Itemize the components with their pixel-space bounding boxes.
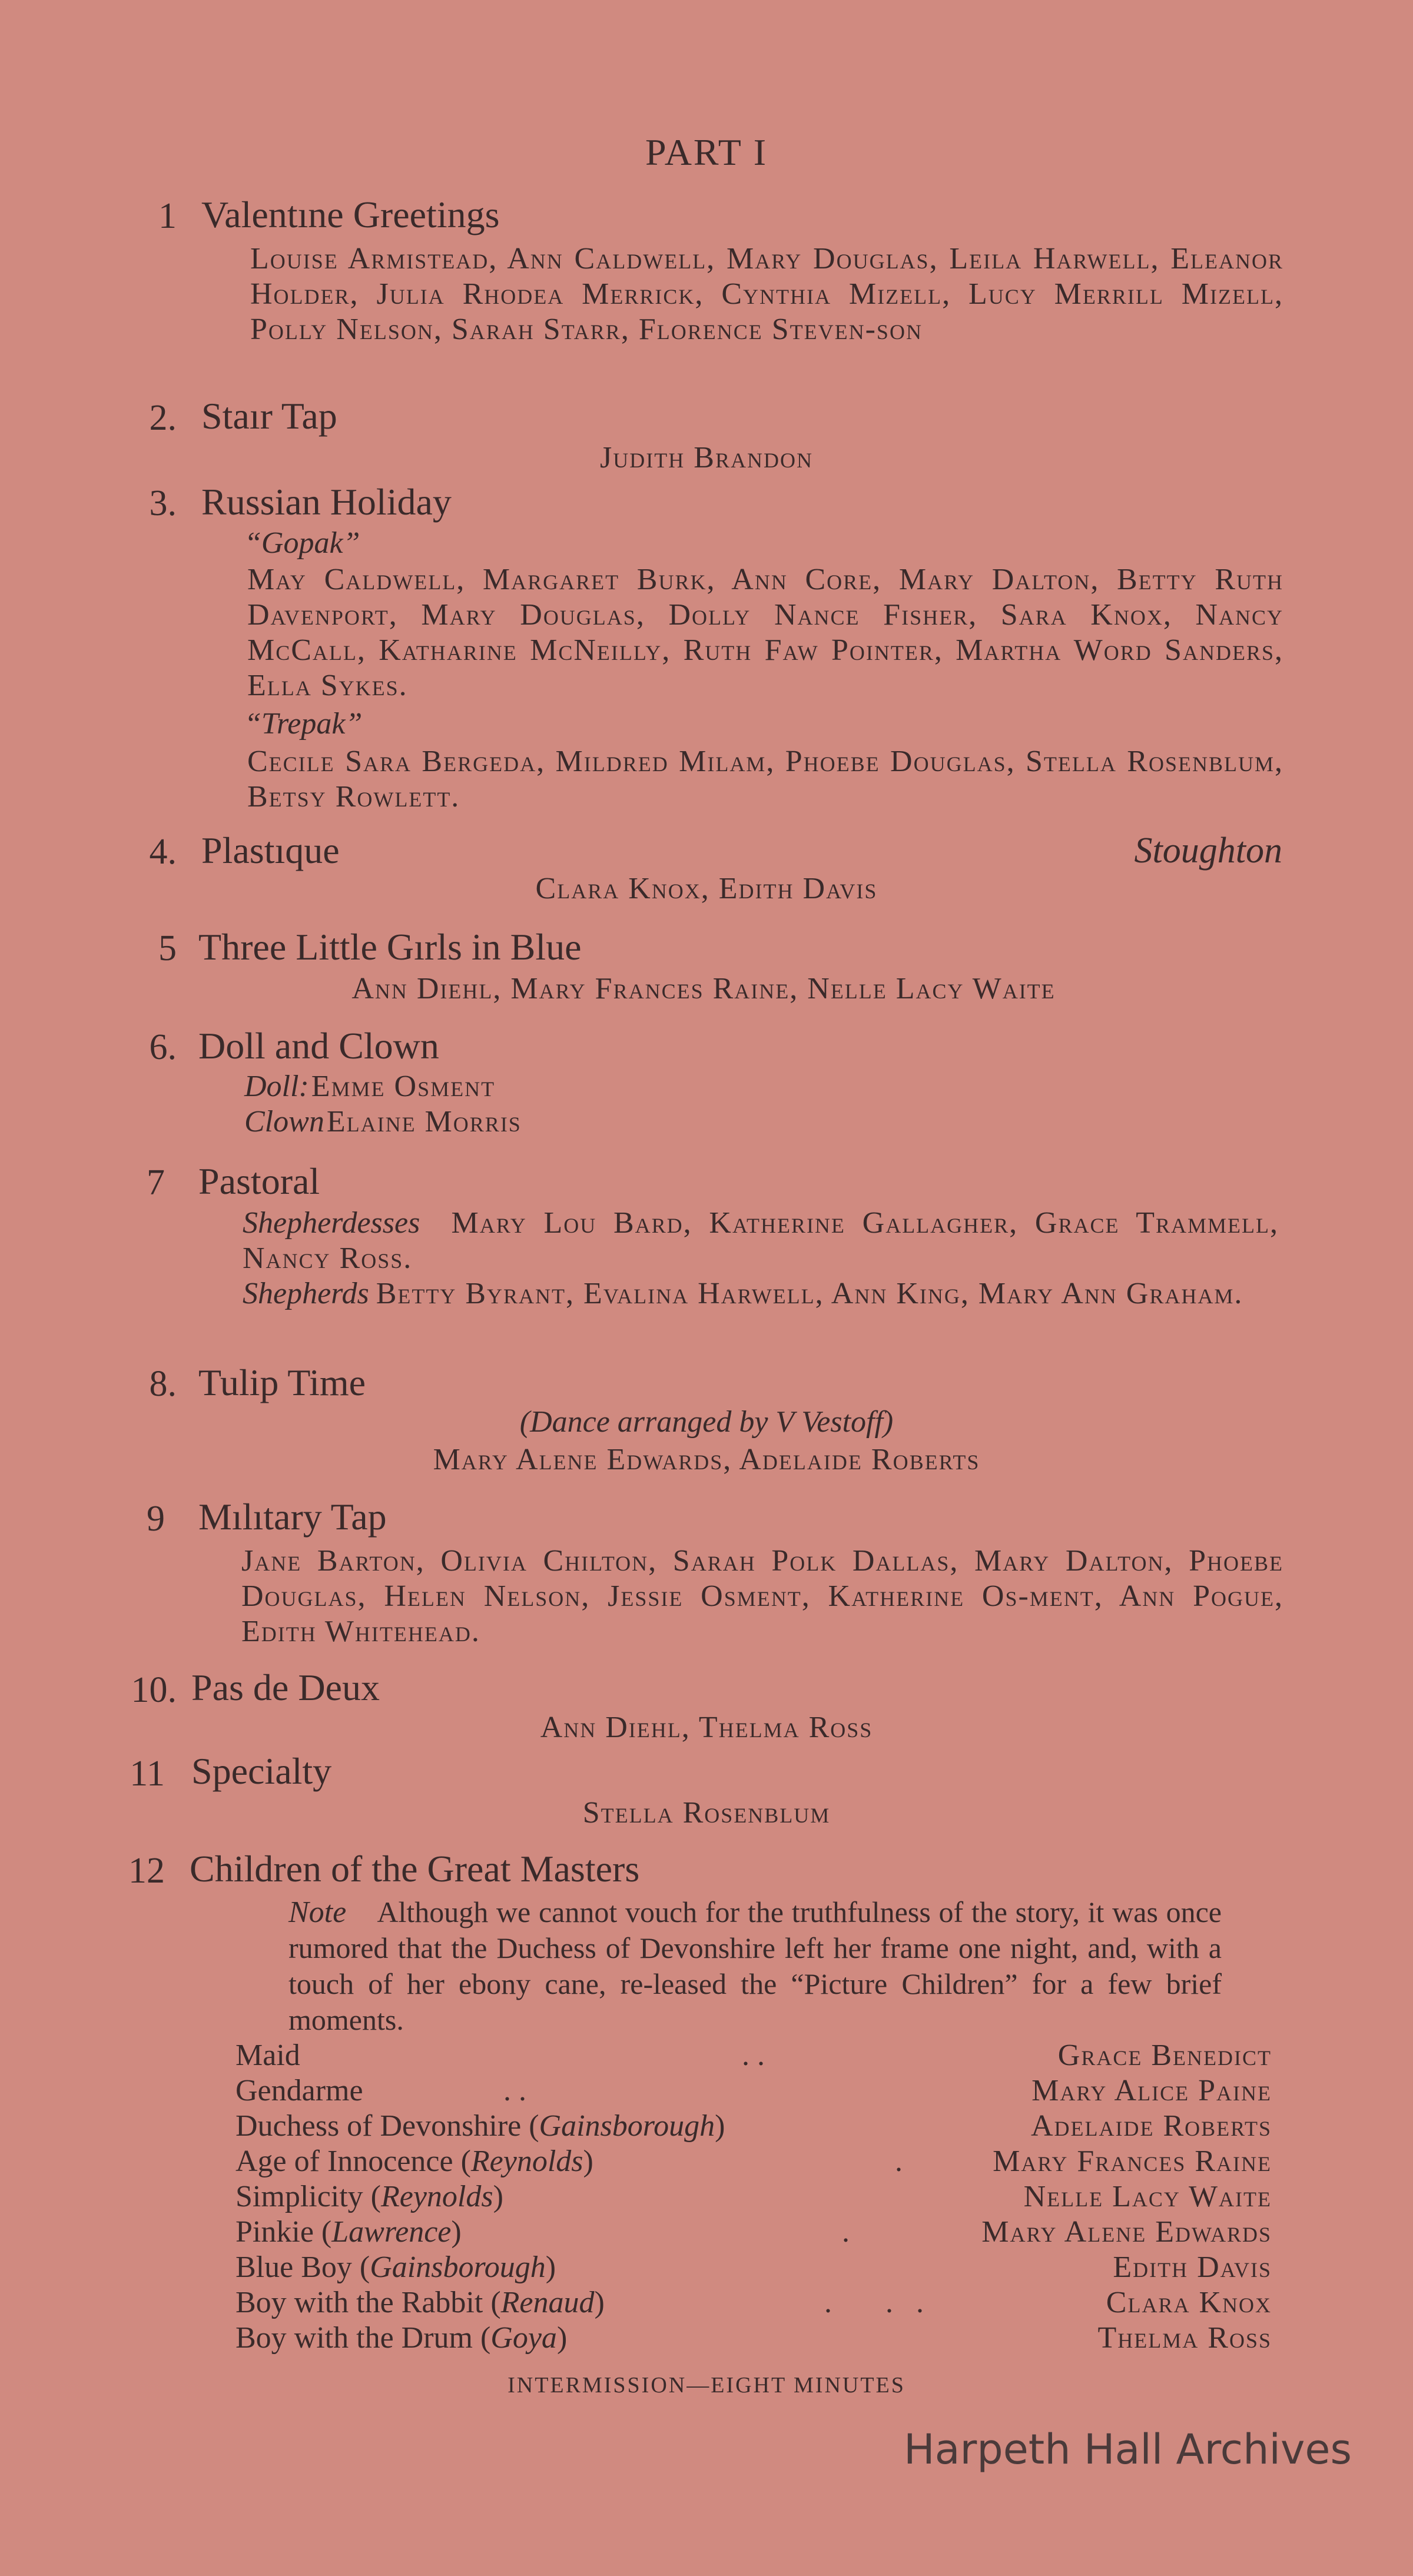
- cast-role: Maid: [236, 2039, 300, 2072]
- cast-row: [236, 2285, 1272, 2321]
- item-number: 5: [158, 928, 177, 968]
- cast-row: [236, 2109, 1272, 2144]
- cast-actor: Edith Davis: [1113, 2250, 1272, 2284]
- note-label: Note: [288, 1896, 347, 1929]
- cast-row: [236, 2073, 1272, 2109]
- cast-actor: Nelle Lacy Waite: [1023, 2180, 1272, 2213]
- item-performers: Jane Barton, Olivia Chilton, Sarah Polk Dallas, Mary Dalton, Phoebe Douglas, Helen Nelson, Jessie Osment, Katherine Os-ment, Ann Pogue, Edith Whitehead.: [241, 1544, 1283, 1648]
- item-title: Pastoral: [198, 1160, 320, 1202]
- leader-dots: .: [842, 2215, 850, 2249]
- item-performers: Ann Diehl, Thelma Ross: [540, 1711, 873, 1744]
- cast-actor: Mary Alice Paine: [1031, 2074, 1272, 2107]
- item-title: Children of the Great Masters: [190, 1848, 640, 1890]
- item-performers: Clara Knox, Edith Davis: [535, 872, 878, 905]
- role-line: [244, 1069, 495, 1104]
- role-actors: Mary Lou Bard, Katherine Gallagher, Grace Trammell, Nancy Ross.: [243, 1206, 1279, 1275]
- role-line: [243, 1276, 1279, 1312]
- cast-actor: Grace Benedict: [1057, 2039, 1272, 2072]
- program-note: [288, 1894, 1222, 2038]
- cast-row: [236, 2215, 1272, 2250]
- arrangement-note: (Dance arranged by V Vestoff): [519, 1405, 894, 1439]
- item-number: 3.: [149, 483, 177, 523]
- item-number: 6.: [149, 1027, 177, 1067]
- cast-role: Boy with the Rabbit (Renaud): [236, 2286, 605, 2319]
- item-performers: May Caldwell, Margaret Burk, Ann Core, Mary Dalton, Betty Ruth Davenport, Mary Douglas, Dolly Nance Fisher, Sara Knox, Nancy McCall, Katharine McNeilly, Ruth Faw Pointer, Martha Word Sanders, Ella Sykes.: [247, 563, 1283, 702]
- part-title: PART I: [645, 131, 768, 173]
- cast-role: Duchess of Devonshire (Gainsborough): [236, 2109, 725, 2143]
- cast-actor: Mary Alene Edwards: [981, 2215, 1272, 2249]
- cast-role: Gendarme: [236, 2074, 363, 2107]
- item-title: Mılıtary Tap: [198, 1496, 387, 1538]
- role-label: Shepherds: [243, 1277, 369, 1310]
- role-line: [244, 1104, 522, 1140]
- item-title: Russian Holiday: [201, 481, 452, 523]
- item-performers: Stella Rosenblum: [582, 1796, 831, 1830]
- dance-subtitle: “Trepak”: [244, 707, 363, 741]
- item-number: 11: [130, 1754, 165, 1794]
- role-line: [243, 1206, 1279, 1276]
- item-number: 8.: [149, 1364, 177, 1404]
- cast-actor: Thelma Ross: [1097, 2321, 1272, 2355]
- item-number: 2.: [149, 398, 177, 438]
- note-text: Although we cannot vouch for the truthfulness of the story, it was once rumored that the Duchess of Devonshire left her frame one night, and, with a touch of her ebony cane, re-leased the “Picture Children” for a few brief moments.: [288, 1896, 1222, 2036]
- cast-row: [236, 2321, 1272, 2356]
- cast-row: [236, 2250, 1272, 2285]
- item-title: Three Little Gırls in Blue: [198, 926, 582, 968]
- leader-dots: .: [895, 2145, 903, 2178]
- item-title: Specialty: [191, 1750, 332, 1792]
- composer: Stoughton: [1134, 831, 1282, 871]
- role-label: Clown: [244, 1105, 324, 1138]
- cast-role: Boy with the Drum (Goya): [236, 2321, 568, 2355]
- item-performers: Judith Brandon: [600, 441, 813, 474]
- item-number: 12: [128, 1851, 165, 1891]
- cast-role: Pinkie (Lawrence): [236, 2215, 462, 2249]
- item-number: 9: [147, 1499, 165, 1539]
- cast-row: [236, 2038, 1272, 2073]
- item-performers: Louise Armistead, Ann Caldwell, Mary Douglas, Leila Harwell, Eleanor Holder, Julia Rhodea Merrick, Cynthia Mizell, Lucy Merrill Mizell, Polly Nelson, Sarah Starr, Florence Steven-son: [250, 242, 1283, 346]
- role-actors: Betty Byrant, Evalina Harwell, Ann King, Mary Ann Graham.: [376, 1277, 1243, 1310]
- item-title: Tulip Time: [198, 1362, 366, 1403]
- item-title: Pas de Deux: [191, 1667, 380, 1708]
- leader-dots: . . .: [824, 2286, 924, 2319]
- leader-dots: . .: [503, 2074, 526, 2107]
- item-title: Plastıque: [201, 829, 340, 871]
- item-number: 7: [147, 1163, 165, 1203]
- cast-actor: Clara Knox: [1106, 2286, 1272, 2319]
- item-number: 4.: [149, 832, 177, 872]
- role-label: Doll:: [244, 1070, 309, 1103]
- item-number: 10.: [131, 1670, 177, 1710]
- archive-watermark: Harpeth Hall Archives: [904, 2425, 1352, 2474]
- item-performers: Cecile Sara Bergeda, Mildred Milam, Phoebe Douglas, Stella Rosenblum, Betsy Rowlett.: [247, 745, 1283, 814]
- item-title: Valentıne Greetings: [201, 194, 500, 235]
- item-title: Doll and Clown: [198, 1025, 439, 1067]
- cast-row: [236, 2179, 1272, 2215]
- item-performers: Mary Alene Edwards, Adelaide Roberts: [433, 1443, 980, 1476]
- cast-actor: Mary Frances Raine: [993, 2145, 1272, 2178]
- cast-role: Age of Innocence (Reynolds): [236, 2145, 593, 2178]
- item-number: 1: [158, 196, 177, 236]
- role-actor: Emme Osment: [311, 1070, 496, 1103]
- leader-dots: . .: [742, 2039, 765, 2072]
- intermission-notice: INTERMISSION—EIGHT MINUTES: [508, 2373, 905, 2398]
- role-actor: Elaine Morris: [326, 1105, 522, 1138]
- item-performers: Ann Diehl, Mary Frances Raine, Nelle Lacy Waite: [351, 972, 1056, 1005]
- cast-actor: Adelaide Roberts: [1030, 2109, 1272, 2143]
- role-label: Shepherdesses: [243, 1206, 420, 1240]
- dance-subtitle: “Gopak”: [244, 526, 360, 560]
- cast-role: Blue Boy (Gainsborough): [236, 2250, 556, 2284]
- cast-role: Simplicity (Reynolds): [236, 2180, 503, 2213]
- item-title: Staır Tap: [201, 395, 337, 437]
- cast-row: [236, 2144, 1272, 2179]
